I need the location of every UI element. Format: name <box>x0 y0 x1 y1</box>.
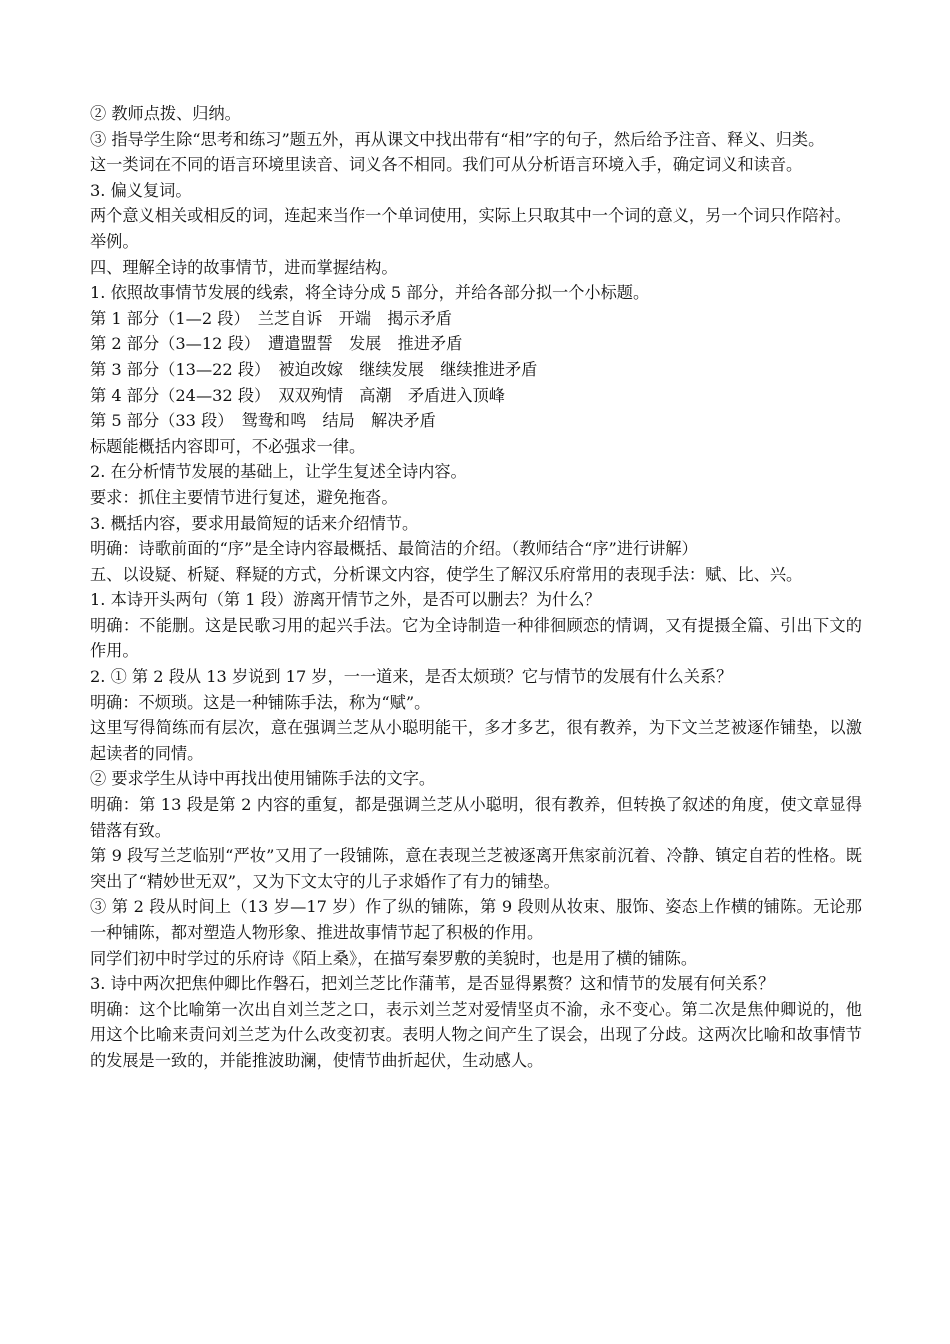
question-1: 1. 本诗开头两句（第 1 段）游离开情节之外，是否可以删去？为什么？ <box>90 590 601 610</box>
paragraph-xiang-task: ③ 指导学生除“思考和练习”题五外，再从课文中找出带有“相”字的句子，然后给予注音、释义、归类。 <box>90 129 825 149</box>
part-1-line: 第 1 部分（1—2 段） 兰芝自诉 开端 揭示矛盾 <box>90 308 452 328</box>
paragraph-five-parts: 1. 依照故事情节发展的线索，将全诗分成 5 部分，并给各部分拟一个小标题。 <box>90 283 650 303</box>
paragraph-title-note: 标题能概括内容即可，不必强求一律。 <box>90 436 366 456</box>
paragraph-summarize: 3. 概括内容，要求用最简短的话来介绍情节。 <box>90 513 419 533</box>
part-3-line: 第 3 部分（13—22 段） 被迫改嫁 继续发展 继续推进矛盾 <box>90 359 538 379</box>
answer-2: 明确：不烦琐。这是一种铺陈手法，称为“赋”。 <box>90 692 431 712</box>
paragraph-fu-explanation: 这里写得简练而有层次，意在强调兰芝从小聪明能干，多才多艺，很有教养，为下文兰芝被逐作铺垫，以激起读者的同情。 <box>90 718 862 763</box>
answer-1: 明确：不能删。这是民歌习用的起兴手法。它为全诗制造一种徘徊顾恋的情调，又有提摄全篇、引出下文的作用。 <box>90 615 862 661</box>
paragraph-retell: 2. 在分析情节发展的基础上，让学生复述全诗内容。 <box>90 462 467 482</box>
paragraph-mo-shang-sang: 同学们初中时学过的乐府诗《陌上桑》，在描写秦罗敷的美貌时，也是用了横的铺陈。 <box>90 948 698 968</box>
task-find-puchen: ② 要求学生从诗中再找出使用铺陈手法的文字。 <box>90 769 436 789</box>
section-heading-five: 五、以设疑、析疑、释疑的方式，分析课文内容，使学生了解汉乐府常用的表现手法：赋、比、兴。 <box>90 564 803 584</box>
question-3: 3. 诗中两次把焦仲卿比作磐石，把刘兰芝比作蒲苇，是否显得累赘？这和情节的发展有何关系？ <box>90 974 775 994</box>
part-2-line: 第 2 部分（3—12 段） 遭遣盟誓 发展 推进矛盾 <box>90 334 463 354</box>
paragraph-examples: 举例。 <box>90 231 139 251</box>
answer-3: 明确：这个比喻第一次出自刘兰芝之口，表示刘兰芝对爱情坚贞不渝，永不变心。第二次是焦仲卿说的，他用这个比喻来责问刘兰芝为什么改变初衷。表明人物之间产生了误会，出现了分歧。这两次比喻和故事情节的发展是一致的，并能推波助澜，使情节曲折起伏，生动感人。 <box>90 999 862 1070</box>
document-page <box>90 101 862 1074</box>
section-heading-four: 四、理解全诗的故事情节，进而掌握结构。 <box>90 257 398 277</box>
paragraph-pianyi-definition: 两个意义相关或相反的词，连起来当作一个单词使用，实际上只取其中一个词的意义，另一个词只作陪衬。 <box>90 206 851 226</box>
paragraph-vertical-horizontal: ③ 第 2 段从时间上（13 岁—17 岁）作了纵的铺陈，第 9 段则从妆束、服饰、姿态上作横的铺陈。无论那一种铺陈，都对塑造人物形象、推进故事情节起了积极的作用。 <box>90 897 862 942</box>
question-2: 2. ① 第 2 段从 13 岁说到 17 岁，一一道来，是否太烦琐？它与情节的发展有什么关系？ <box>90 667 733 687</box>
paragraph-xiang-note: 这一类词在不同的语言环境里读音、词义各不相同。我们可从分析语言环境入手，确定词义和读音。 <box>90 155 803 175</box>
answer-section-13: 明确：第 13 段是第 2 内容的重复，都是强调兰芝从小聪明，很有教养，但转换了叙述的角度，使文章显得错落有致。 <box>90 795 862 840</box>
part-5-line: 第 5 部分（33 段） 鸳鸯和鸣 结局 解决矛盾 <box>90 411 436 431</box>
paragraph-teacher-guide: ② 教师点拨、归纳。 <box>90 104 241 123</box>
part-4-line: 第 4 部分（24—32 段） 双双殉情 高潮 矛盾进入顶峰 <box>90 385 505 405</box>
paragraph-requirement: 要求：抓住主要情节进行复述，避免拖沓。 <box>90 487 398 507</box>
heading-pianyi-fuci: 3. 偏义复词。 <box>90 180 192 200</box>
paragraph-section-9: 第 9 段写兰芝临别“严妆”又用了一段铺陈，意在表现兰芝被逐离开焦家前沉着、冷静、镇定自若的性格。既突出了“精妙世无双”，又为下文太守的儿子求婚作了有力的铺垫。 <box>90 846 862 891</box>
paragraph-preface-answer: 明确：诗歌前面的“序”是全诗内容最概括、最简洁的介绍。（教师结合“序”进行讲解） <box>90 539 698 559</box>
